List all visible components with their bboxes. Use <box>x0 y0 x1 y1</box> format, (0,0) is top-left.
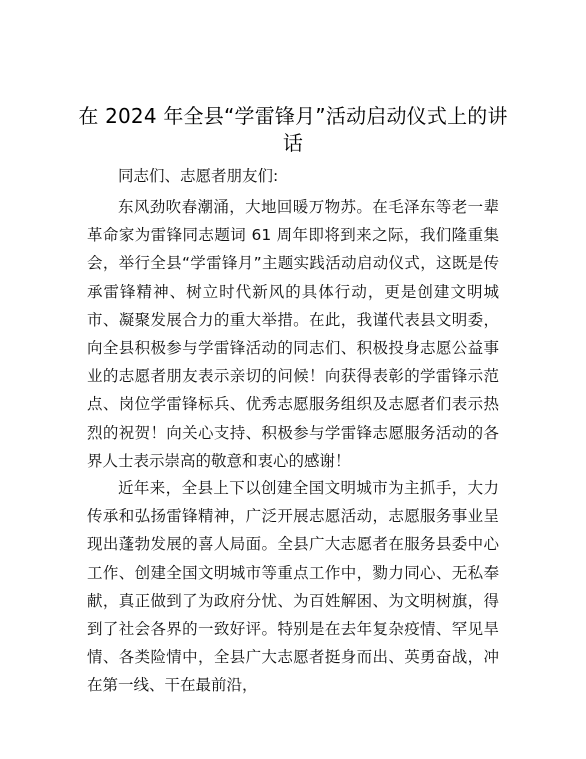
body-paragraph-1: 东风劲吹春潮涌，大地回暖万物苏。在毛泽东等老一辈革命家为雷锋同志题词 61 周年即将到来之际，我们隆重集会，举行全县“学雷锋月”主题实践活动启动仪式，这既是传承雷锋精神、树立时代新风的具体行动，更是创建文明城市、凝聚发展合力的重大举措。在此，我谨代表县文明委，向全县积极参与学雷锋活动的同志们、积极投身志愿公益事业的志愿者朋友表示亲切的问候！向获得表彰的学雷锋示范点、岗位学雷锋标兵、优秀志愿服务组织及志愿者们表示热烈的祝贺！向关心支持、积极参与学雷锋志愿服务活动的各界人士表示崇高的敬意和衷心的感谢！ <box>87 198 499 470</box>
body-paragraph-2: 近年来，全县上下以创建全国文明城市为主抓手，大力传承和弘扬雷锋精神，广泛开展志愿活动，志愿服务事业呈现出蓬勃发展的喜人局面。全县广大志愿者在服务县委中心工作、创建全国文明城市等重点工作中，勠力同心、无私奉献，真正做到了为政府分忧、为百姓解困、为文明树旗，得到了社会各界的一致好评。特别是在去年复杂疫情、罕见旱情、各类险情中，全县广大志愿者挺身而出、英勇奋战，冲在第一线、干在最前沿， <box>87 479 499 695</box>
salutation: 同志们、志愿者朋友们: <box>118 167 279 185</box>
document-title: 在 2024 年全县“学雷锋月”活动启动仪式上的讲话 <box>78 104 508 155</box>
